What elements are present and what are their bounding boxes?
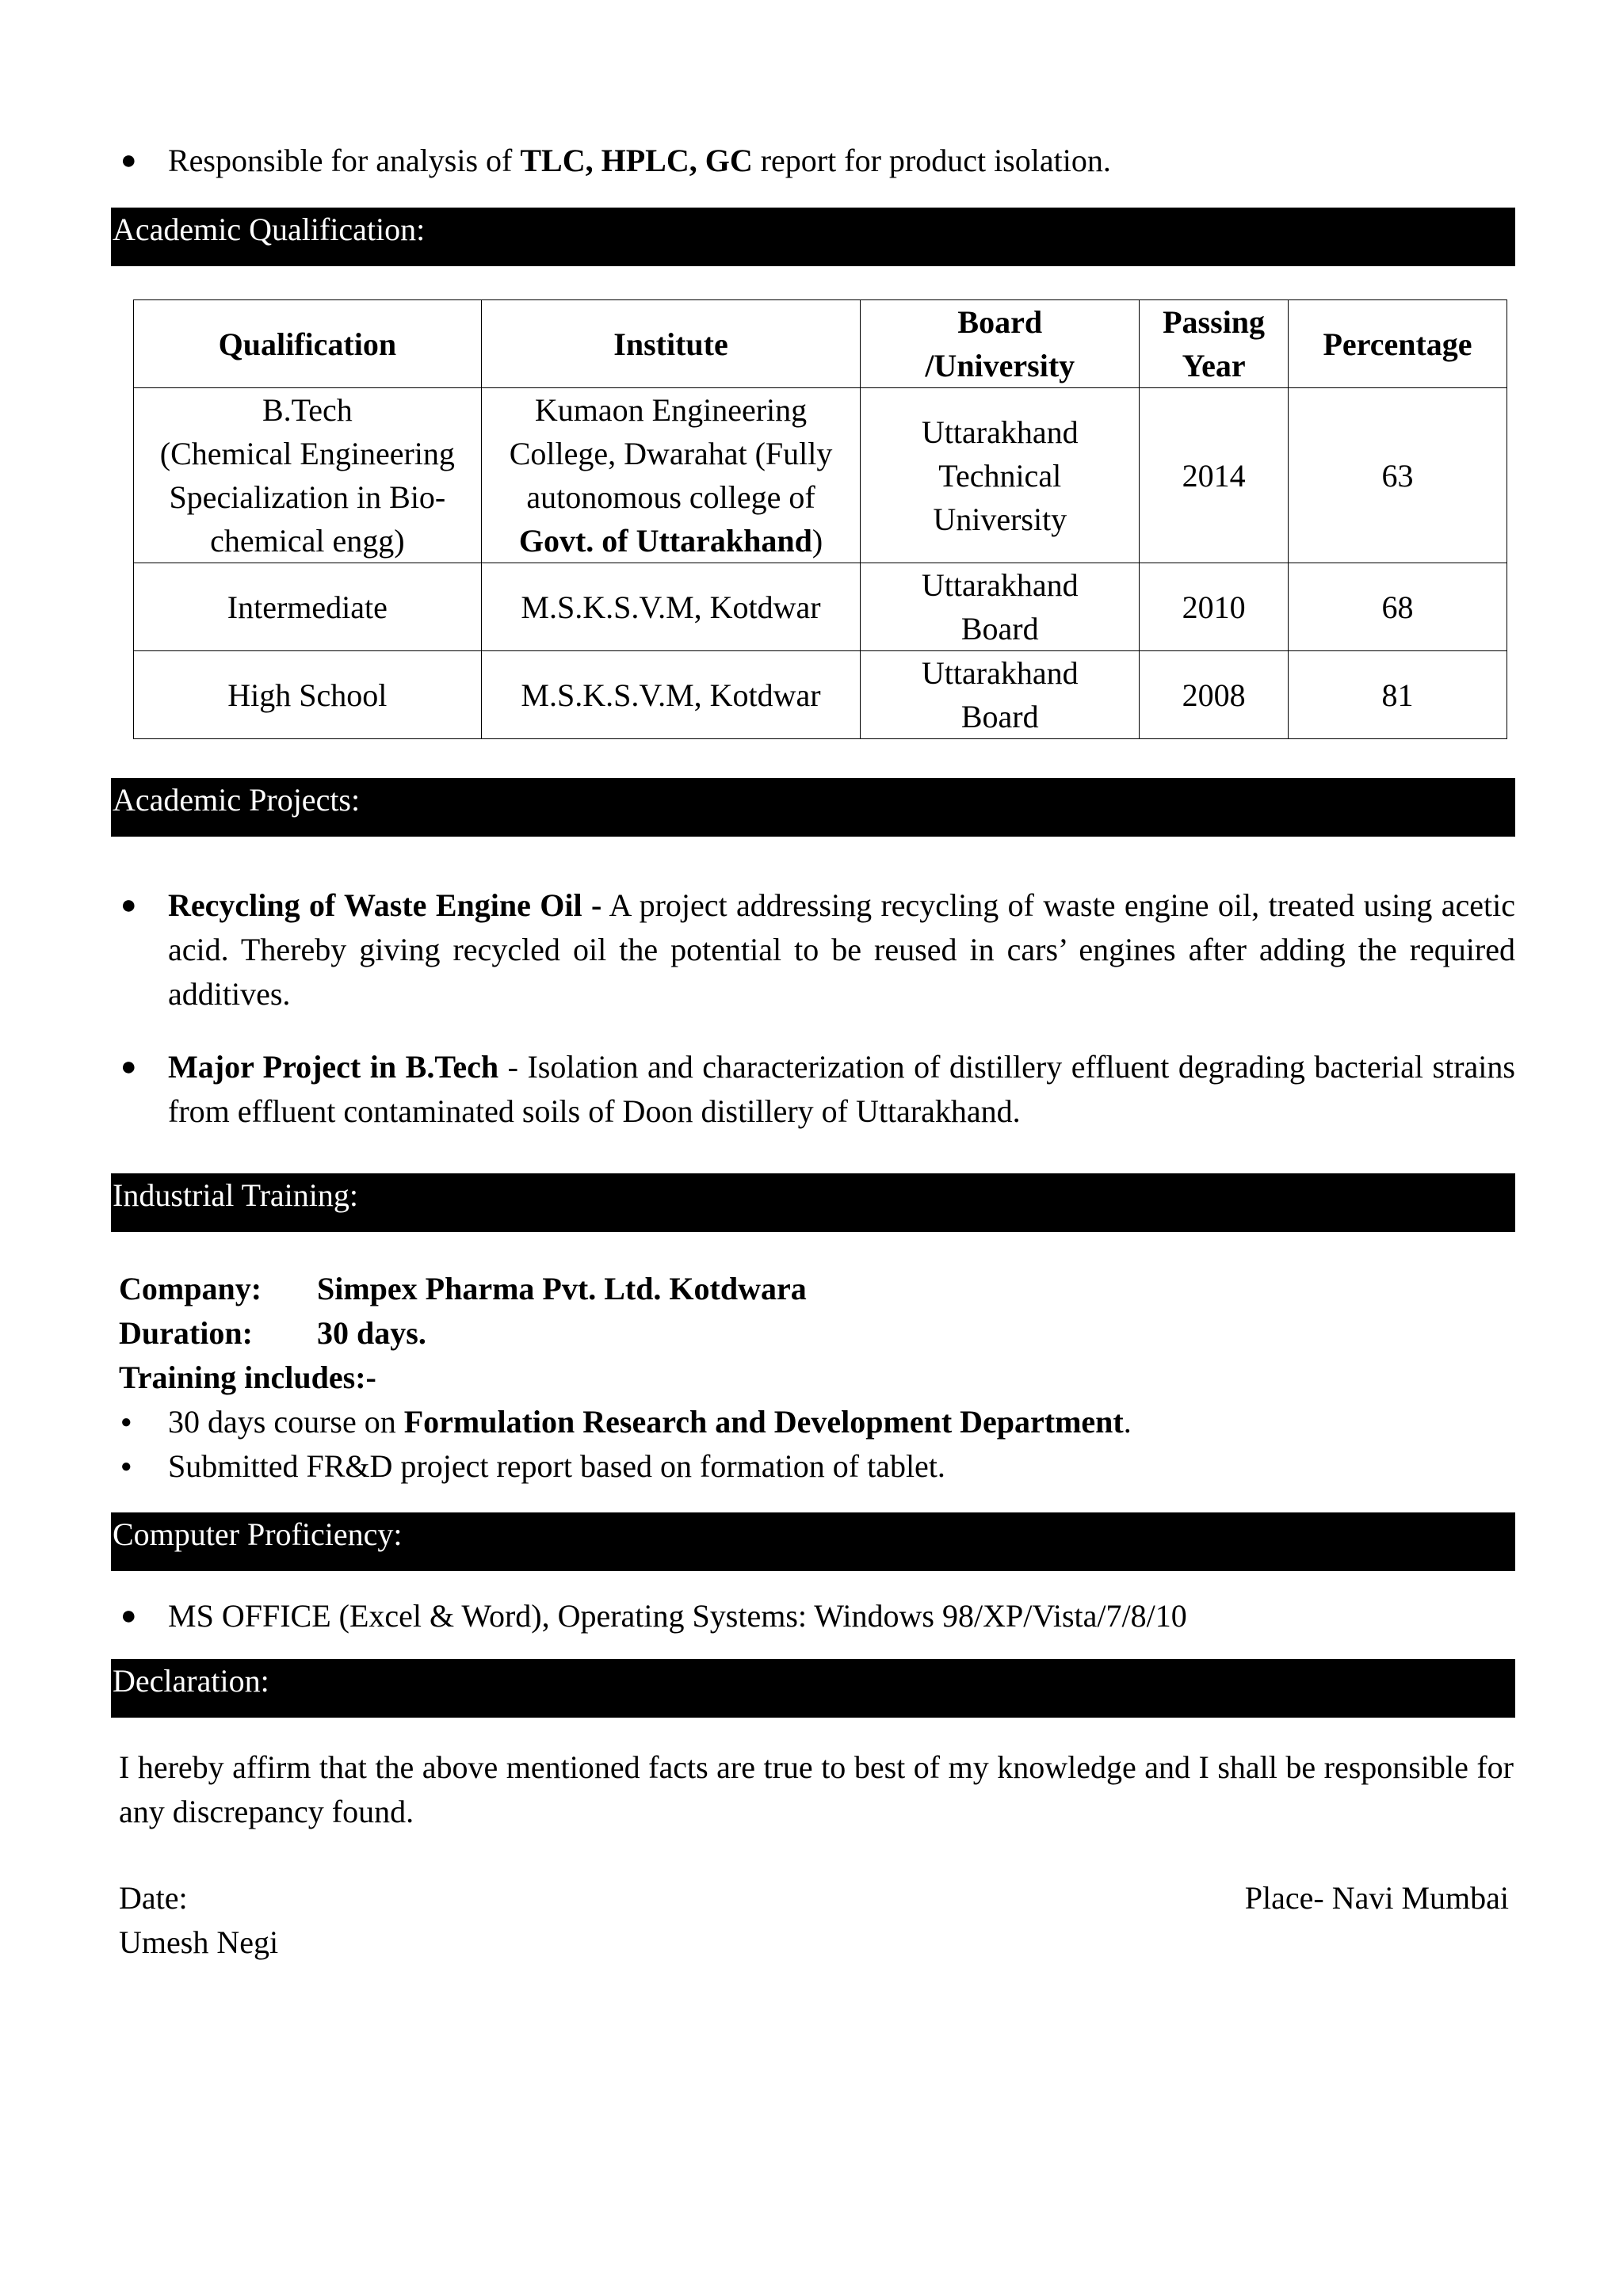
bullet-icon: ● <box>120 891 137 920</box>
training-includes-label: Training includes:- <box>119 1360 376 1395</box>
header-percentage: Percentage <box>1289 300 1507 388</box>
cell-percentage: 81 <box>1289 651 1507 739</box>
header-institute: Institute <box>481 300 861 388</box>
signature-name: Umesh Negi <box>119 1924 279 1960</box>
project-text: - Isolation and characterization of distillery effluent degrading bacterial strains from effluent contaminated soils of Doon distillery of Uttarakhand. <box>168 1049 1515 1129</box>
cell-year: 2008 <box>1140 651 1289 739</box>
section-title: Academic Qualification: <box>113 212 426 247</box>
table-header-row <box>134 300 1507 388</box>
section-academic-qualification <box>111 208 1515 266</box>
header-board: Board /University <box>861 300 1140 388</box>
bullet-icon: ● <box>120 146 137 175</box>
project-text: A project addressing recycling of waste engine oil, treated using acetic acid. Thereby giving recycled oil the potential to be reused in cars’ engines after adding the required additives. <box>168 887 1515 1012</box>
header-passing-year: Passing Year <box>1140 300 1289 388</box>
cell-institute: Kumaon Engineering College, Dwarahat (Fully autonomous college of Govt. of Uttarakhand) <box>481 388 861 563</box>
section-title: Industrial Training: <box>113 1177 359 1213</box>
cell-percentage: 63 <box>1289 388 1507 563</box>
cell-qualification: Intermediate <box>134 563 482 651</box>
analysis-text-suffix: report for product isolation. <box>752 143 1111 178</box>
bullet-icon: ● <box>120 1601 137 1630</box>
table-row <box>134 651 1507 739</box>
cell-board: Uttarakhand Board <box>861 563 1140 651</box>
cell-qualification: High School <box>134 651 482 739</box>
table-row <box>134 563 1507 651</box>
duration-value: 30 days. <box>317 1315 426 1351</box>
declaration-text: I hereby affirm that the above mentioned facts are true to best of my knowledge and I shall be responsible for any discrepancy found. <box>119 1749 1514 1829</box>
company-label: Company: <box>119 1271 262 1306</box>
cell-institute: M.S.K.S.V.M, Kotdwar <box>481 563 861 651</box>
section-title: Academic Projects: <box>113 782 361 818</box>
duration-label: Duration: <box>119 1315 253 1351</box>
date-label: Date: <box>119 1880 188 1916</box>
header-qualification: Qualification <box>134 300 482 388</box>
bullet-icon: ● <box>120 1412 132 1432</box>
section-academic-projects <box>111 778 1515 837</box>
cell-percentage: 68 <box>1289 563 1507 651</box>
analysis-text-bold: TLC, HPLC, GC <box>520 143 753 178</box>
company-value: Simpex Pharma Pvt. Ltd. Kotdwara <box>317 1271 807 1306</box>
bullet-icon: ● <box>120 1052 137 1081</box>
section-title: Declaration: <box>113 1663 269 1699</box>
analysis-text-prefix: Responsible for analysis of <box>168 143 521 178</box>
cell-board: Uttarakhand Technical University <box>861 388 1140 563</box>
project-title: Major Project in B.Tech <box>168 1049 499 1085</box>
section-declaration <box>111 1659 1515 1718</box>
place-text: Place- Navi Mumbai <box>1244 1880 1509 1916</box>
project-title: Recycling of Waste Engine Oil - <box>168 887 602 923</box>
cell-year: 2010 <box>1140 563 1289 651</box>
qualification-table <box>133 299 1507 739</box>
table-row <box>134 388 1507 563</box>
section-industrial-training <box>111 1173 1515 1232</box>
cell-board: Uttarakhand Board <box>861 651 1140 739</box>
section-title: Computer Proficiency: <box>113 1516 403 1552</box>
bullet-icon: ● <box>120 1456 132 1477</box>
cell-institute: M.S.K.S.V.M, Kotdwar <box>481 651 861 739</box>
cell-qualification: B.Tech (Chemical Engineering Specialization in Bio- chemical engg) <box>134 388 482 563</box>
cell-year: 2014 <box>1140 388 1289 563</box>
section-computer-proficiency <box>111 1512 1515 1571</box>
